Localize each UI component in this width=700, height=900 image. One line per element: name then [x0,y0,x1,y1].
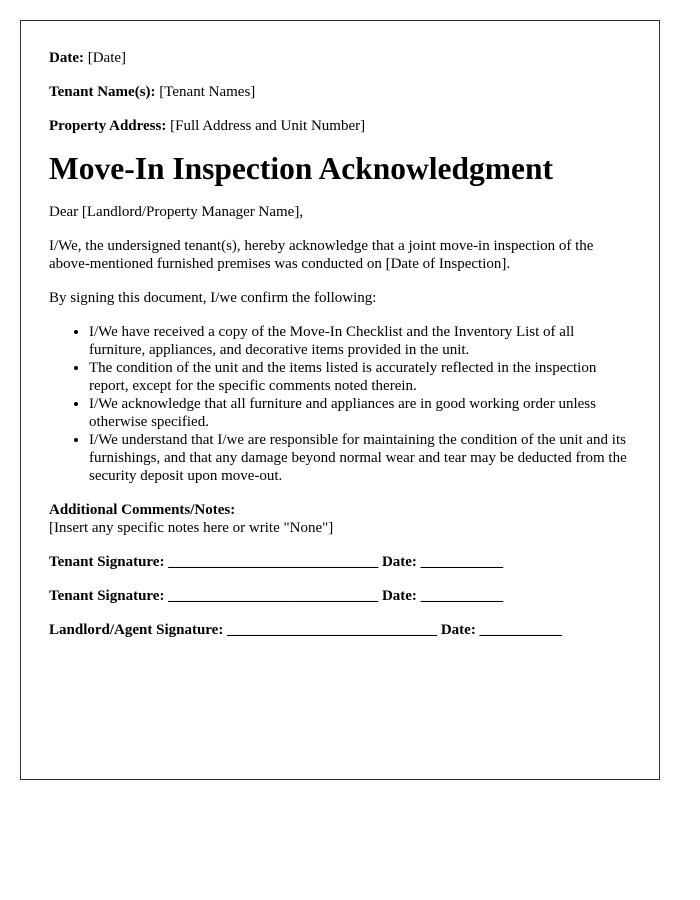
date-field [49,49,631,67]
list-item: • I/We understand that I/we are responsible for maintaining the condition of the unit and its furnishings, and that any damage beyond normal wear and tear may be deducted from the security deposit upon move-out. [89,431,631,485]
document-page [20,20,660,780]
notes-label: Additional Comments/Notes: [49,502,236,518]
list-item: • The condition of the unit and the items listed is accurately reflected in the inspection report, except for the specific comments noted therein. [89,359,631,395]
landlord-signature-line: Landlord/Agent Signature: ____________________________ Date: ___________ [49,622,563,638]
date-value: [Date] [87,50,127,66]
notes-placeholder: [Insert any specific notes here or write "None"] [49,520,334,536]
confirm-lead: By signing this document, I/we confirm the following: [49,290,377,306]
address-label: Property Address: [49,118,167,134]
list-item: • I/We acknowledge that all furniture and appliances are in good working order unless otherwise specified. [89,395,631,431]
confirmation-list [49,323,631,485]
address-field [49,117,631,135]
tenant-value: [Tenant Names] [159,84,256,100]
tenant-label: Tenant Name(s): [49,84,156,100]
tenant-field [49,83,631,101]
date-label: Date: [49,50,84,66]
tenant-signature-line-2: Tenant Signature: ____________________________ Date: ___________ [49,588,504,604]
list-item: • I/We have received a copy of the Move-In Checklist and the Inventory List of all furniture, appliances, and decorative items provided in the unit. [89,323,631,359]
tenant-signature-line-1: Tenant Signature: ____________________________ Date: ___________ [49,554,504,570]
address-value: [Full Address and Unit Number] [170,118,366,134]
salutation: Dear [Landlord/Property Manager Name], [49,204,304,220]
intro-paragraph: I/We, the undersigned tenant(s), hereby acknowledge that a joint move-in inspection of the above-mentioned furnished premises was conducted on [Date of Inspection]. [49,238,594,272]
document-title: Move-In Inspection Acknowledgment [49,151,554,186]
